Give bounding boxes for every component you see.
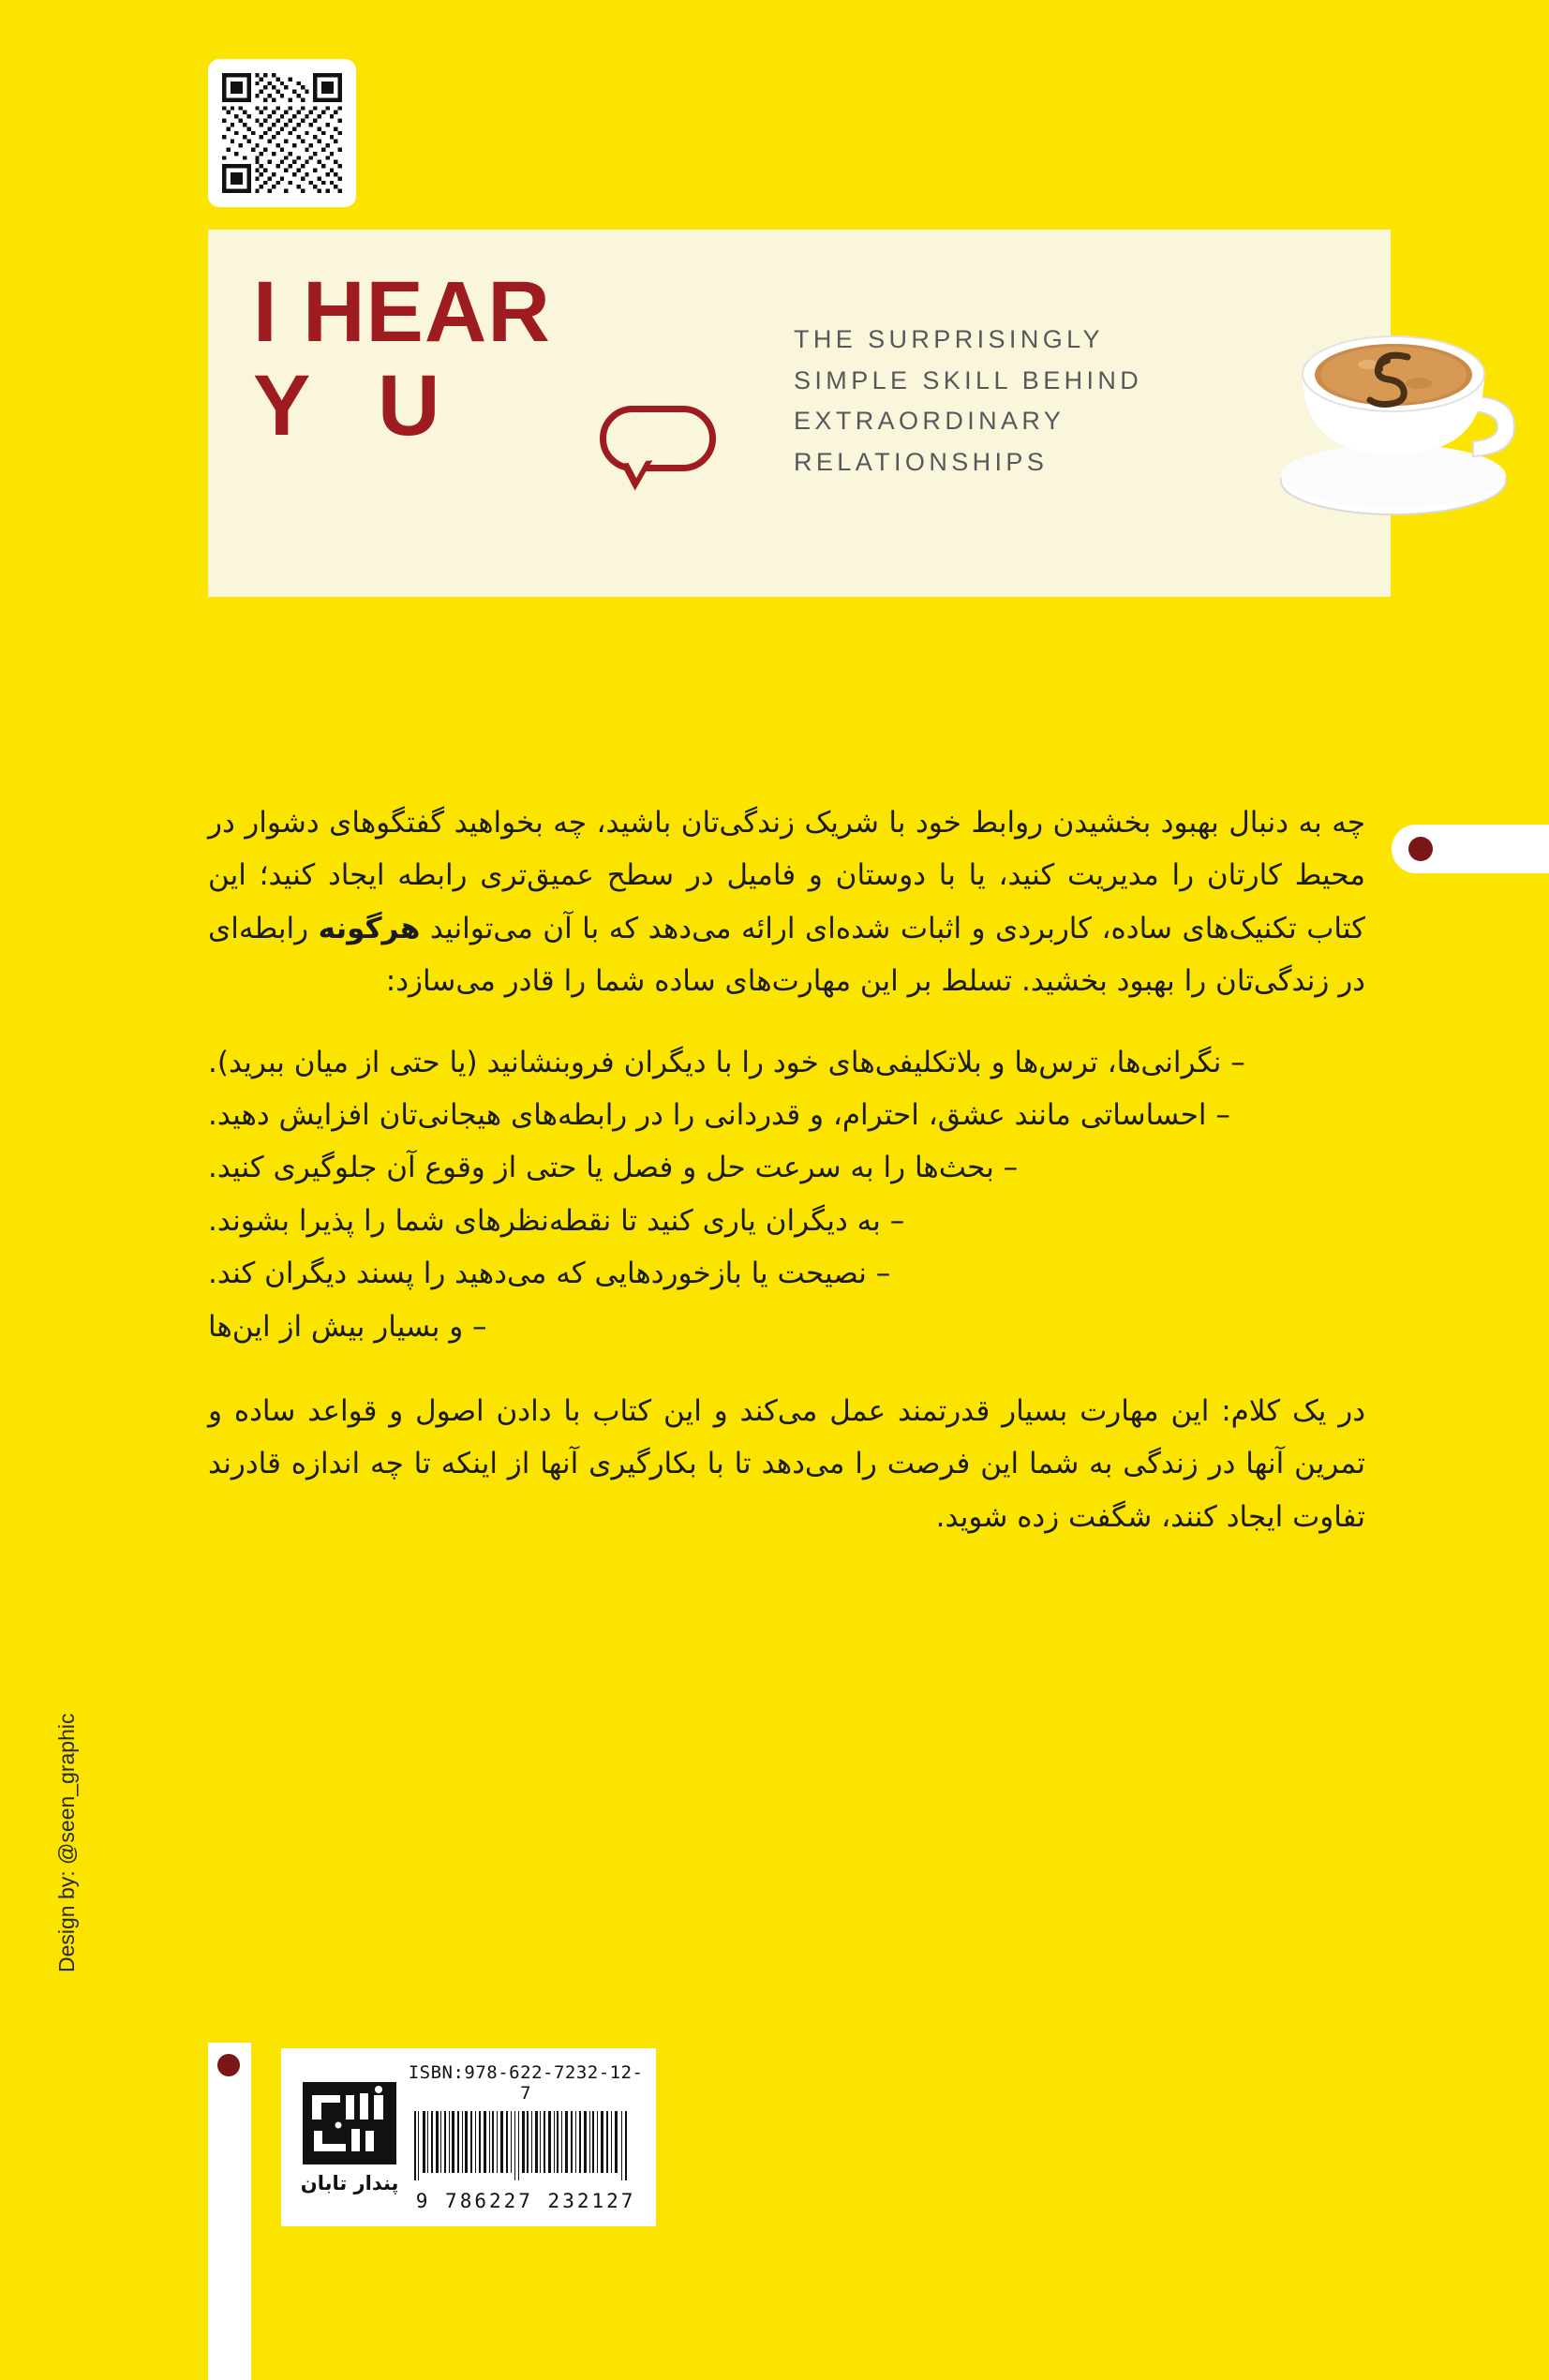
- paragraph-intro-part2: رابطه‌ای در زندگی‌تان را بهبود بخشید. تسلط بر این مهارت‌های ساده شما را قادر می‌سازد:: [208, 911, 1365, 999]
- paragraph-intro-emphasis: هرگونه: [318, 911, 421, 945]
- subtitle-line-1: THE SURPRISINGLY: [794, 325, 1104, 353]
- coffee-cup-image: [1258, 284, 1529, 537]
- barcode-image: [409, 2109, 643, 2188]
- speech-bubble-body: [600, 406, 716, 471]
- subtitle-line-3: EXTRAORDINARY: [794, 407, 1065, 436]
- list-item: – نگرانی‌ها، ترس‌ها و بلاتکلیفی‌های خود را با دیگران فروبنشانید (یا حتی از میان ببرید).: [208, 1045, 1245, 1079]
- publisher-name: پندار تابان: [300, 2172, 399, 2194]
- list-item: – به دیگران یاری کنید تا نقطه‌نظرهای شما را پذیرا بشوند.: [208, 1203, 905, 1238]
- cover-banner: [208, 230, 1391, 597]
- title-line-2: [253, 357, 647, 454]
- decor-dot-left: [217, 2054, 240, 2076]
- list-item: – احساساتی مانند عشق، احترام، و قدردانی را در رابطه‌های هیجانی‌تان افزایش دهید.: [208, 1098, 1230, 1133]
- paragraph-closing: در یک کلام: این مهارت بسیار قدرتمند عمل می‌کند و این کتاب با دادن اصول و قواعد ساده و تمرین آنها در زندگی به شما این فرصت را می‌دهد تا با بکارگیری آنها از اینکه تا چه اندازه قادرند تفاوت ایجاد کنند، شگفت زده شوید.: [208, 1394, 1365, 1534]
- isbn-label: ISBN:978-622-7232-12-7: [408, 2062, 644, 2104]
- qr-code-image: [222, 73, 342, 193]
- publisher-block: [292, 2080, 407, 2194]
- speech-bubble-icon: [600, 406, 716, 486]
- subtitle-line-2: SIMPLE SKILL BEHIND: [794, 365, 1143, 394]
- barcode-block: [407, 2062, 645, 2212]
- title-line-2-suffix: U: [377, 357, 440, 454]
- design-credit: Design by: @seen_graphic: [54, 1713, 79, 1972]
- speech-bubble-tail-inner: [627, 458, 649, 479]
- list-item: – و بسیار بیش از این‌ها: [208, 1309, 487, 1344]
- decor-dot-right: [1408, 837, 1433, 861]
- book-title: [253, 264, 647, 454]
- title-line-2-prefix: Y: [253, 357, 311, 454]
- benefits-list: [208, 1036, 1365, 1353]
- decor-tab-right: [1392, 825, 1549, 873]
- list-item: – بحث‌ها را به سرعت حل و فصل یا حتی از وقوع آن جلوگیری کنید.: [208, 1151, 1019, 1185]
- title-line-1: I HEAR: [253, 264, 551, 360]
- publisher-logo-icon: [301, 2080, 398, 2166]
- qr-code[interactable]: [208, 59, 356, 207]
- subtitle-line-4: RELATIONSHIPS: [794, 448, 1049, 477]
- paragraph-intro: [208, 796, 1365, 1008]
- book-subtitle: [794, 320, 1234, 483]
- list-item: – نصیحت یا بازخوردهایی که می‌دهید را پسند دیگران کند.: [208, 1257, 891, 1291]
- decor-strip-left: [208, 2043, 251, 2380]
- barcode-digits: 9 786227 232127: [415, 2190, 636, 2212]
- footer-panel: [281, 2048, 656, 2226]
- back-cover-text: [208, 796, 1365, 1543]
- paragraph-intro-part1: چه به دنبال بهبود بخشیدن روابط خود با شریک زندگی‌تان باشید، چه بخواهید گفتگوهای دشوار در محیط کارتان را مدیریت کنید، یا با دوستان و فامیل در سطح عمیق‌تری رابطه ایجاد کنید؛ این کتاب تکنیک‌های ساده، کاربردی و اثبات شده‌ای ارائه می‌دهد که با آن می‌توانید: [208, 806, 1365, 945]
